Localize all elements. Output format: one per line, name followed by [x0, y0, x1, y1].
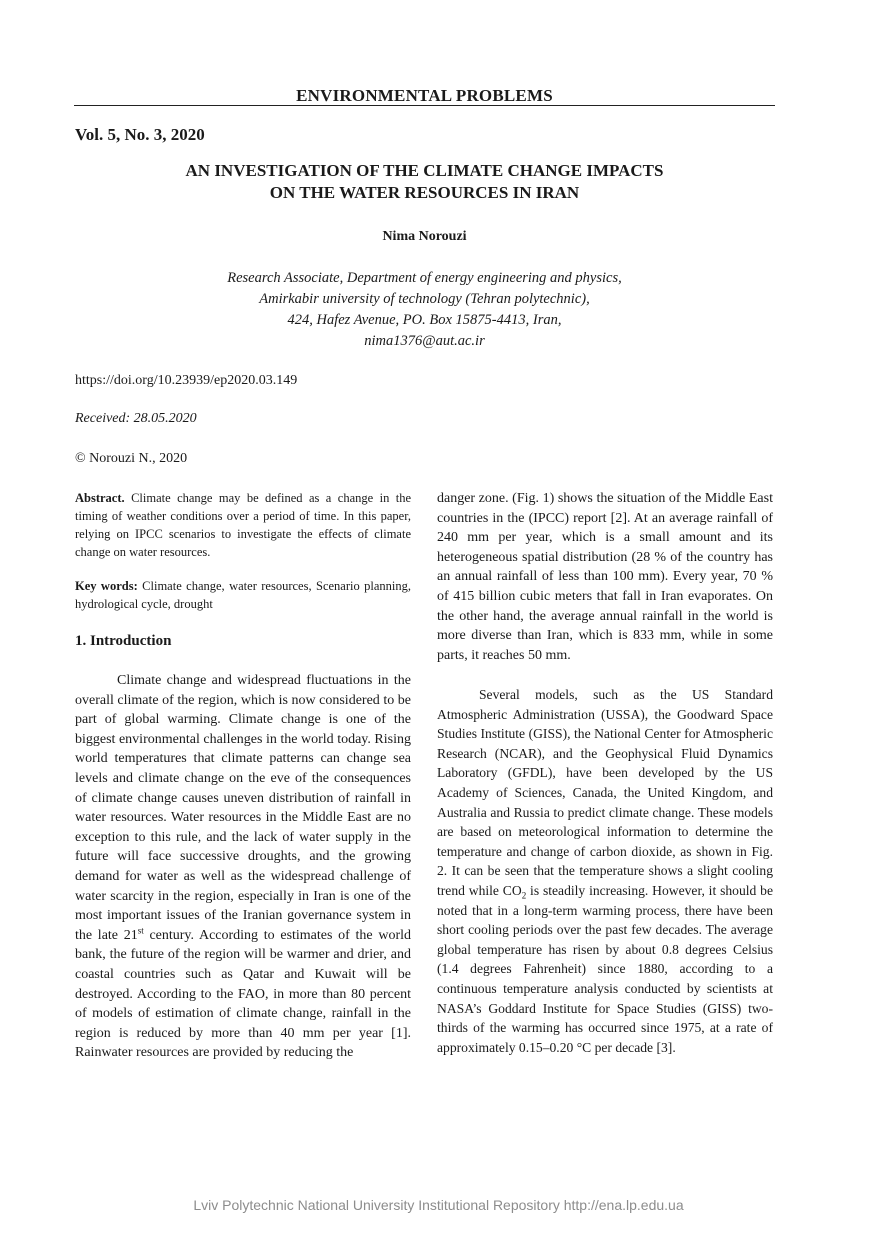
- title-line-2: ON THE WATER RESOURCES IN IRAN: [269, 183, 580, 202]
- journal-name: ENVIRONMENTAL PROBLEMS: [296, 86, 553, 105]
- volume-info: Vol. 5, No. 3, 2020: [75, 125, 205, 144]
- introduction-paragraph: [75, 671, 411, 1063]
- keywords-text: Climate change, water resources, Scenario planning, hydrological cycle, drought: [75, 579, 412, 611]
- right-paragraph-2-text-a: Several models, such as the US Standard Atmospheric Administration (USSA), the Goodward Space Studies Institute (GISS), the National Center for Atmospheric Research (NCAR), and the Geophysical Fluid Dynamics Laboratory (GFDL), have been developed by the US Academy of Sciences, Canada, the United Kingdom, and Australia and Russia to predict climate change. These models are based on meteorological information to determine the temperature and change of carbon dioxide, as shown in Fig. 2. It can be seen that the temperature shows a slight cooling trend while CO: [437, 687, 773, 898]
- affiliation: [74, 268, 775, 352]
- intro-text-part-2: century. According to estimates of the world bank, the future of the region will be warmer and drier, and coastal countries such as Qatar and Kuwait will be destroyed. According to the FAO, in more than 80 percent of models of estimation of climate change, rainfall in the region is reduced by more than 40 mm per year [1]. Rainwater resources are provided by reducing the: [75, 927, 411, 1061]
- ordinal-superscript: st: [137, 925, 144, 936]
- title-line-1: AN INVESTIGATION OF THE CLIMATE CHANGE IMPACTS: [185, 161, 664, 180]
- affiliation-line: 424, Hafez Avenue, PO. Box 15875-4413, Iran,: [287, 312, 562, 328]
- author-email[interactable]: nima1376@aut.ac.ir: [364, 333, 485, 349]
- right-paragraph-2-text-b: is steadily increasing. However, it should be noted that in a long-term warming process, there have been short cooling periods over the past few decades. The average global temperature has risen by about 0.8 degrees Celsius (1.4 degrees Fahrenheit) since 1880, according to a continuous temperature analysis conducted by scientists at NASA’s Goddard Institute for Space Studies (GISS) two-thirds of the warming has occurred since 1975, at a rate of approximately 0.15–0.20 °C per decade [3].: [437, 882, 773, 1055]
- abstract-label: Abstract.: [75, 491, 125, 505]
- header-rule: [74, 105, 775, 106]
- keywords-label: Key words:: [75, 579, 138, 593]
- article-title: [74, 160, 775, 204]
- affiliation-line: Research Associate, Department of energy engineering and physics,: [227, 270, 622, 286]
- abstract-text: Climate change may be defined as a change in the timing of weather conditions over a period of time. In this paper, relying on IPCC scenarios to investigate the effects of climate change on water resources.: [75, 491, 412, 559]
- author-name: Nima Norouzi: [382, 229, 467, 244]
- received-date: Received: 28.05.2020: [75, 411, 197, 426]
- affiliation-line: Amirkabir university of technology (Tehran polytechnic),: [259, 291, 590, 307]
- keywords: [75, 577, 411, 613]
- right-column-paragraph-2: [437, 685, 773, 1057]
- co2-subscript: 2: [521, 890, 527, 901]
- right-paragraph-1-text: danger zone. (Fig. 1) shows the situation of the Middle East countries in the (IPCC) report [2]. At an average rainfall of 240 mm per year, which is a small amount and its heterogeneous spatial distribution (28 % of the country has an annual rainfall of less than 100 mm). Every year, 70 % of 415 billion cubic meters that fall in Iran evaporates. On the other hand, the average annual rainfall in the world is more diverse than Iran, which is 833 mm, while in some parts, it reaches 50 mm.: [437, 491, 773, 663]
- section-heading: 1. Introduction: [75, 633, 172, 649]
- abstract: [75, 489, 411, 561]
- repository-footer: Lviv Polytechnic National University Institutional Repository http://ena.lp.edu.ua: [193, 1197, 684, 1213]
- intro-text-part-1: Climate change and widespread fluctuations in the overall climate of the region, which is now considered to be part of global warming. Climate change is one of the biggest environmental challenges in the world today. Rising world temperatures that climate patterns can change sea levels and climate change on the eve of the consequences of climate change causes uneven distribution of rainfall in water resources. Water resources in the Middle East are no exception to this rule, and the lack of water supply in the future will face successive droughts, and the growing demand for water as well as the widespread challenge of water scarcity in the region, especially in Iran is one of the most important issues of the Iranian governance system in the late 21: [75, 673, 411, 943]
- right-column-paragraph-1: [437, 489, 773, 665]
- doi-link[interactable]: https://doi.org/10.23939/ep2020.03.149: [75, 373, 298, 388]
- copyright-notice: © Norouzi N., 2020: [75, 451, 188, 466]
